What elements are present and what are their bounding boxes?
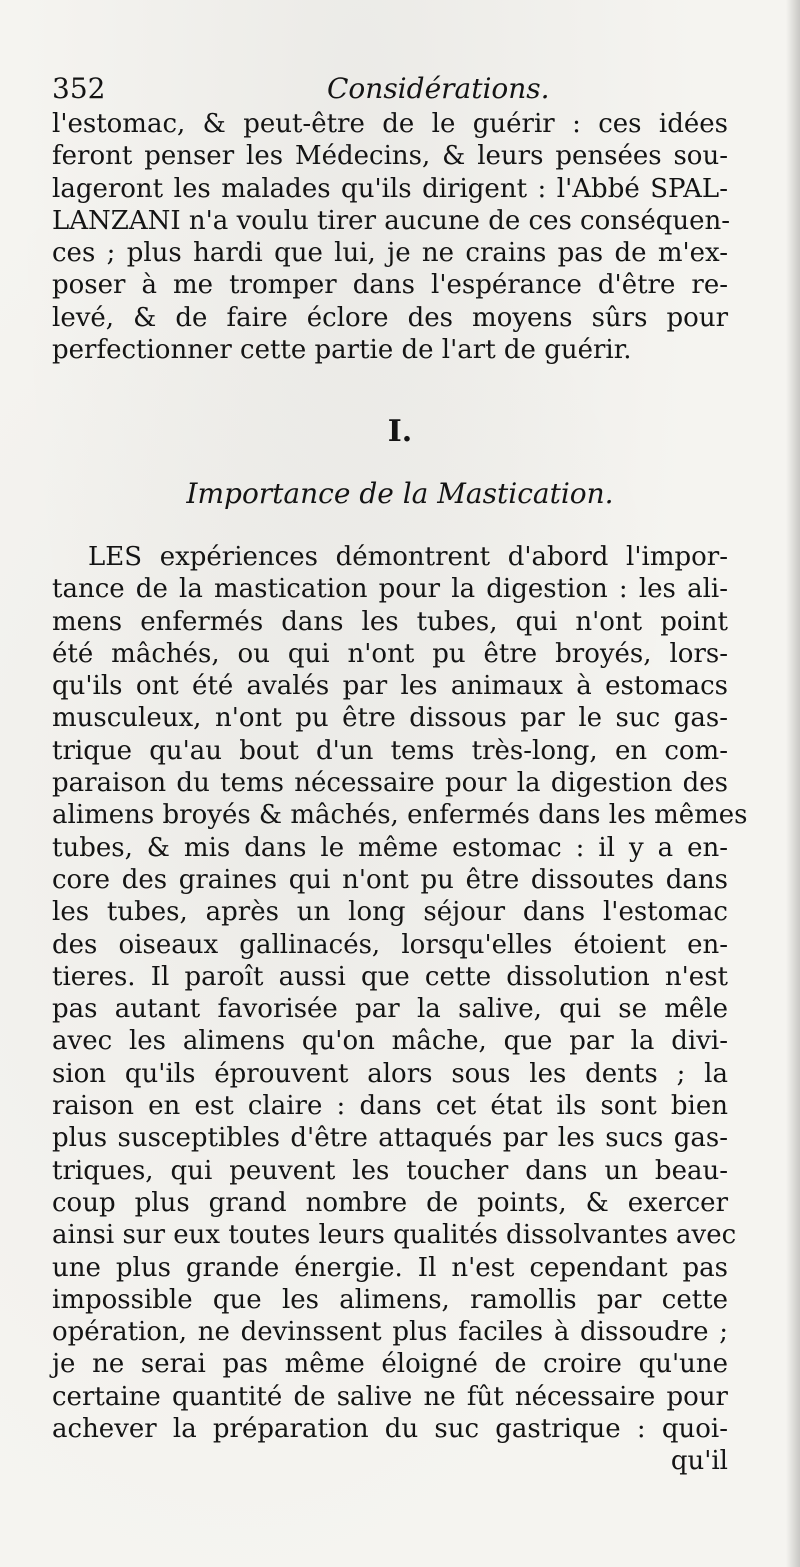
text-line: pas autant favorisée par la salive, qui se mêle [52,994,728,1025]
text-line: triques, qui peuvent les toucher dans un beau- [52,1155,728,1186]
text-line: feront penser les Médecins, & leurs pensées sou- [52,141,728,172]
text-line: les tubes, après un long séjour dans l'estomac [52,897,728,928]
text-line: tance de la mastication pour la digestion : les ali- [52,574,728,605]
page-header [52,70,742,108]
text-line: paraison du tems nécessaire pour la digestion des [52,768,728,799]
top-paragraph [52,108,731,366]
text-line: perfectionner cette partie de l'art de guérir. [52,335,632,366]
text-line: trique qu'au bout d'un tems très-long, en com- [52,735,728,766]
text-line: tubes, & mis dans le même estomac : il y a en- [52,832,728,863]
text-line: je ne serai pas même éloigné de croire qu'une [52,1349,728,1380]
text-line: ainsi sur eux toutes leurs qualités dissolvantes avec [52,1220,737,1251]
text-line: LANZANI n'a voulu tirer aucune de ces conséquen- [52,205,731,236]
text-line: opération, ne devinssent plus faciles à dissoudre ; [52,1317,728,1348]
text-line: avec les alimens qu'on mâche, que par la divi- [52,1026,728,1057]
text-line: ces ; plus hardi que lui, je ne crains pas de m'ex- [52,238,728,269]
text-line: des oiseaux gallinacés, lorsqu'elles étoient en- [52,929,728,960]
section-title: Importance de la Mastication. [186,477,614,510]
text-line: LES expériences démontrent d'abord l'impor- [88,542,728,572]
text-line: levé, & de faire éclore des moyens sûrs pour [52,302,728,333]
text-line: certaine quantité de salive ne fût nécessaire pour [52,1381,728,1412]
catchword: qu'il [670,1446,728,1477]
text-line: sion qu'ils éprouvent alors sous les dents ; la [52,1058,728,1089]
text-line: coup plus grand nombre de points, & exercer [52,1187,728,1218]
text-line: achever la préparation du suc gastrique : quoi- [52,1414,728,1445]
text-line: été mâchés, ou qui n'ont pu être broyés, lors- [52,638,728,669]
section-number: I. [387,414,413,449]
text-line: une plus grande énergie. Il n'est cependant pas [52,1252,728,1283]
text-line: impossible que les alimens, ramollis par cette [52,1284,728,1315]
text-line: poser à me tromper dans l'espérance d'être re- [52,270,728,301]
text-line: tieres. Il paroît aussi que cette dissolution n'est [52,961,728,992]
text-line: plus susceptibles d'être attaqués par les sucs gas- [52,1123,728,1154]
page-number: 352 [52,72,106,105]
text-line: musculeux, n'ont pu être dissous par le suc gas- [52,703,728,734]
text-line: qu'ils ont été avalés par les animaux à estomacs [52,671,728,702]
text-line: lageront les malades qu'ils dirigent : l'Abbé SPAL- [52,173,728,204]
text-line: mens enfermés dans les tubes, qui n'ont point [52,606,728,637]
main-paragraph [52,541,748,1478]
running-head: Considérations. [327,72,550,105]
page-edge-shadow [786,0,800,1567]
text-line: core des graines qui n'ont pu être dissoutes dans [52,864,728,895]
text-line: alimens broyés & mâchés, enfermés dans les mêmes [52,800,748,831]
text-line: raison en est claire : dans cet état ils sont bien [52,1091,728,1122]
text-line: l'estomac, & peut-être de le guérir : ces idées [52,109,728,139]
